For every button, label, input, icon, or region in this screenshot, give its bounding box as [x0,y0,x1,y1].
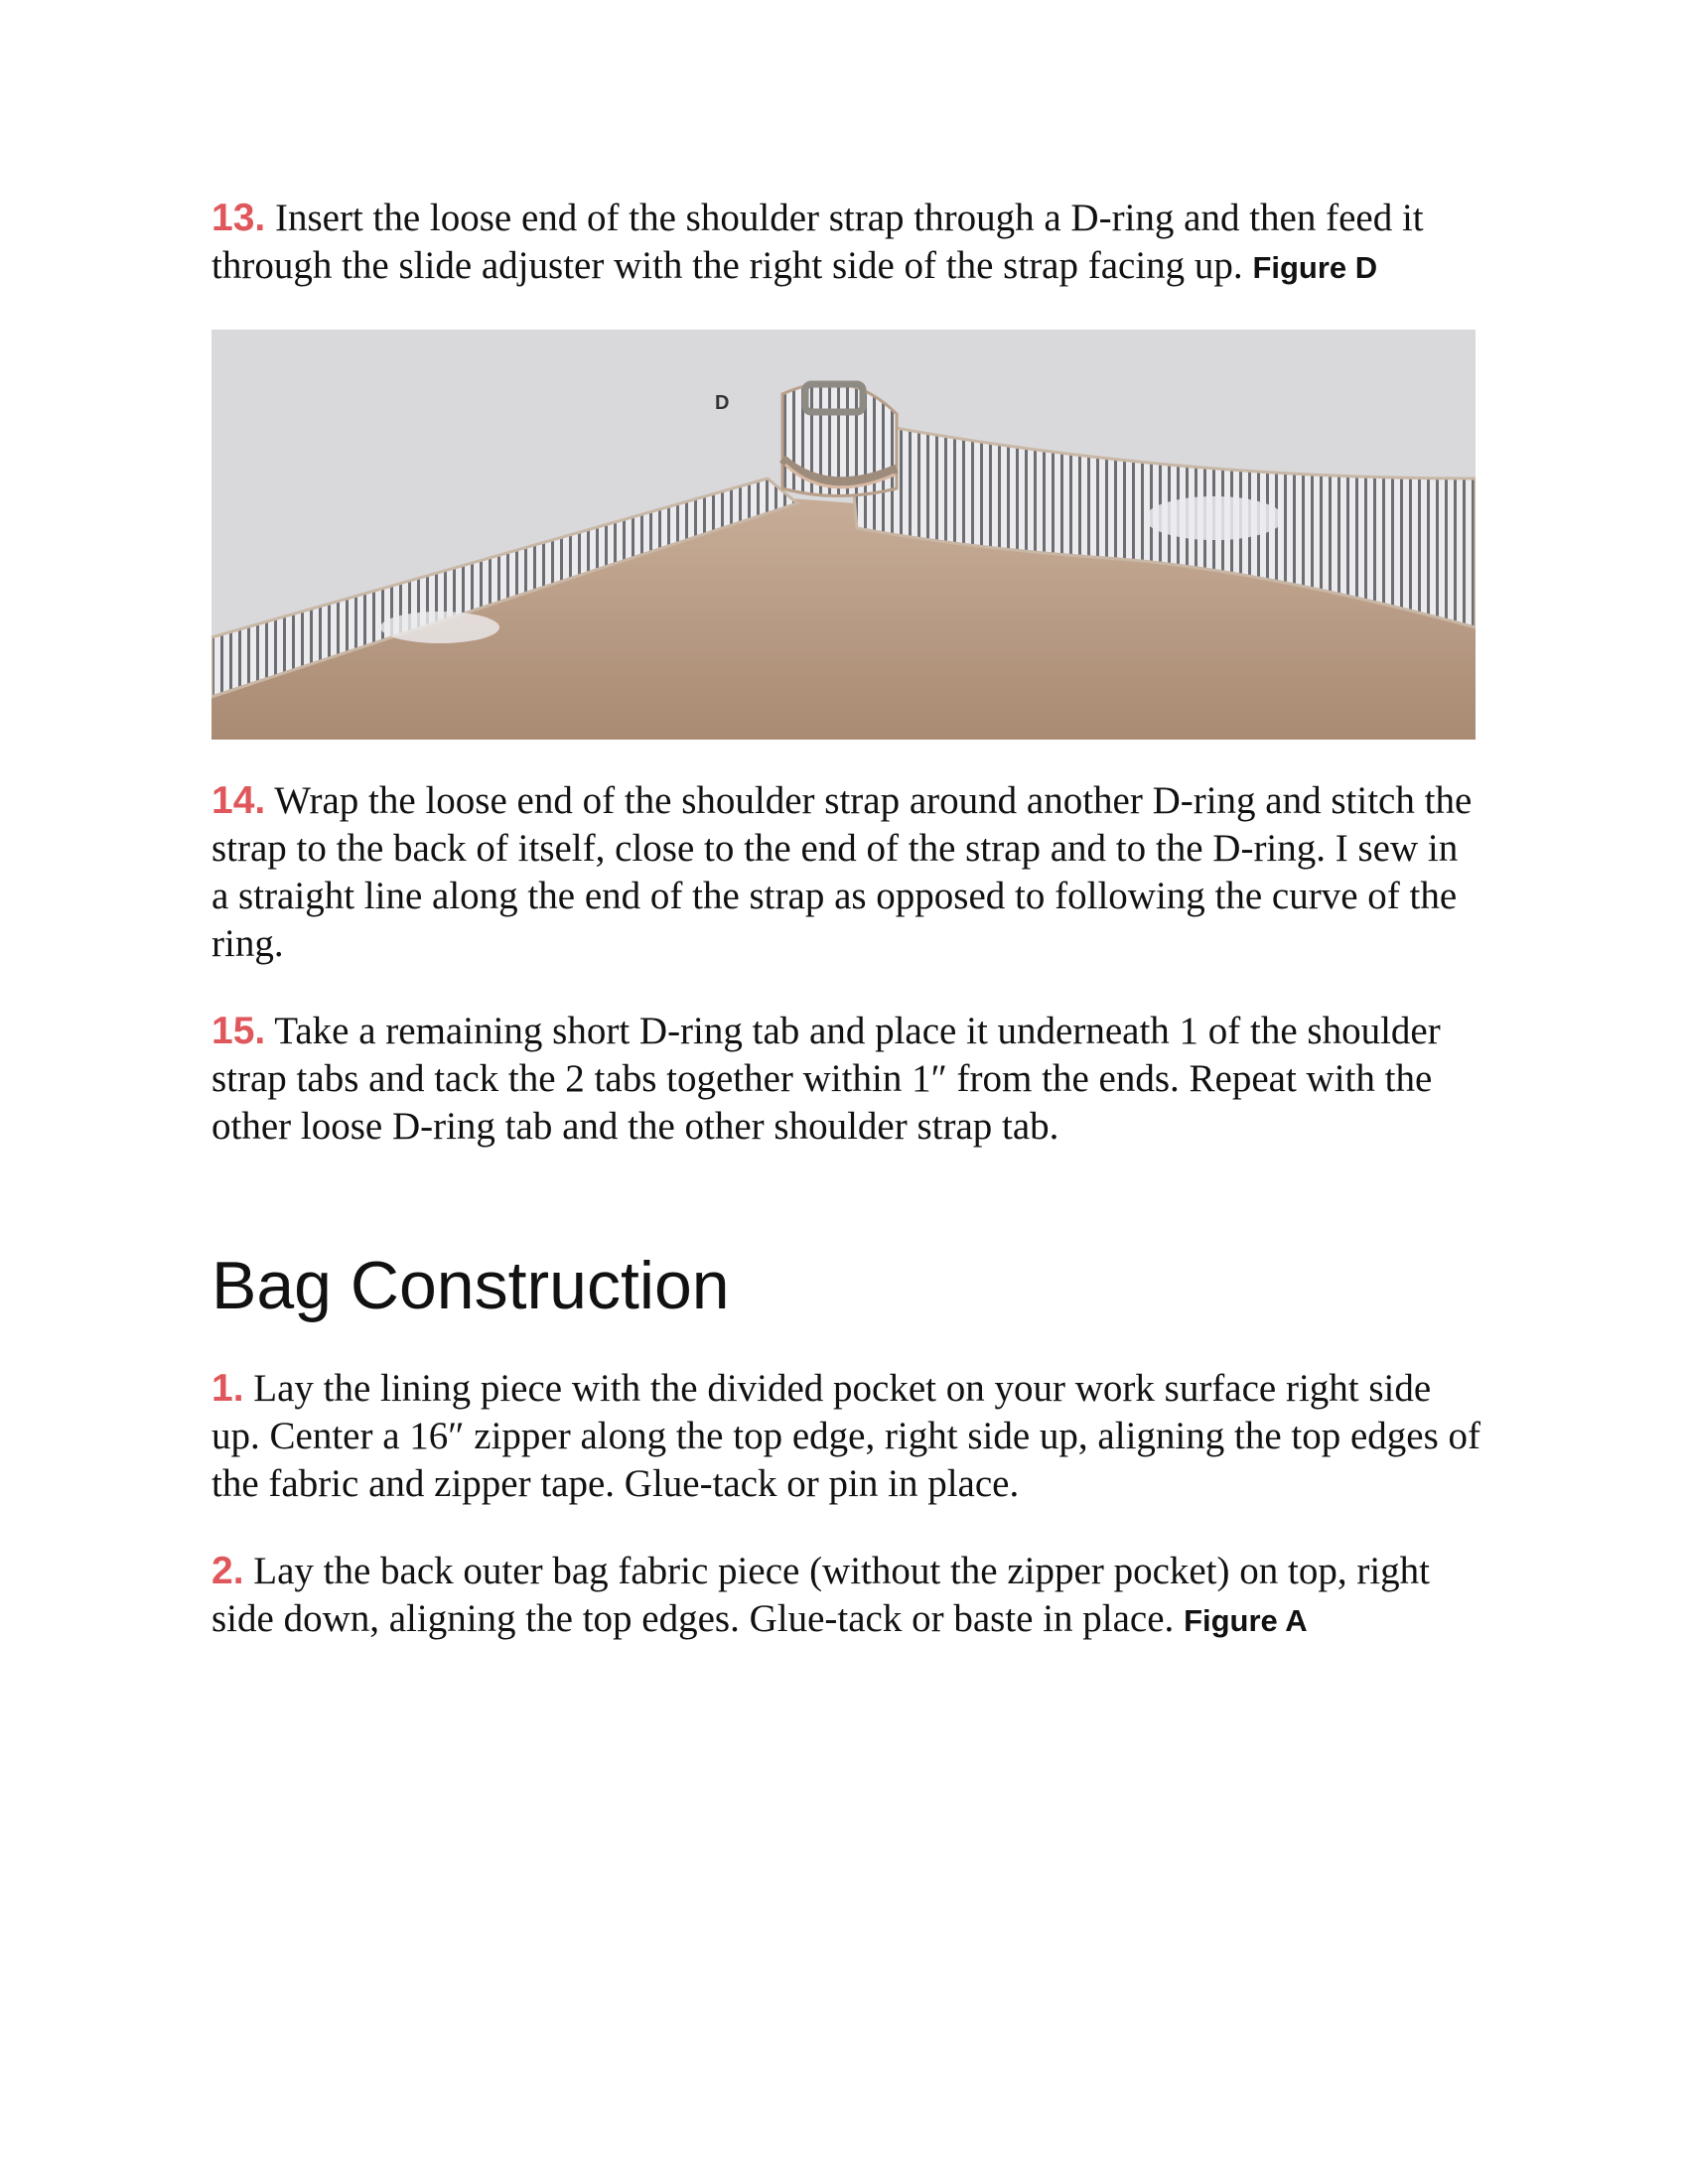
step-number: 15. [211,1010,266,1052]
step-number: 14. [211,779,266,822]
instructions-page [211,195,1482,1645]
construction-step-1 [211,1365,1482,1508]
step-text: Lay the lining piece with the divided pocket on your work surface right side up. Center a 16″ zipper along the top edge, right side up, aligning the top edges of the fabric and zipper tape. Glue-tack or pin in place. [211,1367,1481,1505]
section-heading: Bag Construction [211,1248,730,1323]
step-number: 2. [211,1550,244,1592]
step-text: Wrap the loose end of the shoulder strap around another D-ring and stitch the strap to the back of itself, close to the end of the strap and to the D-ring. I sew in a straight line along the end of the strap as opposed to following the curve of the ring. [211,779,1473,965]
step-number: 1. [211,1367,244,1410]
step-15 [211,1008,1482,1151]
step-text: Lay the back outer bag fabric piece (without the zipper pocket) on top, right side down, aligning the top edges. Glue-tack or baste in place. [211,1550,1431,1640]
step-13 [211,195,1482,292]
figure-reference: Figure D [1252,250,1378,285]
step-14 [211,777,1482,968]
figure-reference: Figure A [1184,1603,1308,1638]
step-number: 13. [211,197,266,239]
construction-step-2 [211,1548,1482,1645]
photo-label: D [715,392,730,414]
step-text: Take a remaining short D-ring tab and place it underneath 1 of the shoulder strap tabs and tack the 2 tabs together within 1″ from the ends. Repeat with the other loose D-ring tab and the other shoulder strap tab. [211,1010,1441,1148]
figure-d-photo [211,330,1476,740]
step-text: Insert the loose end of the shoulder strap through a D-ring and then feed it through the slide adjuster with the right side of the strap facing up. [211,197,1424,287]
